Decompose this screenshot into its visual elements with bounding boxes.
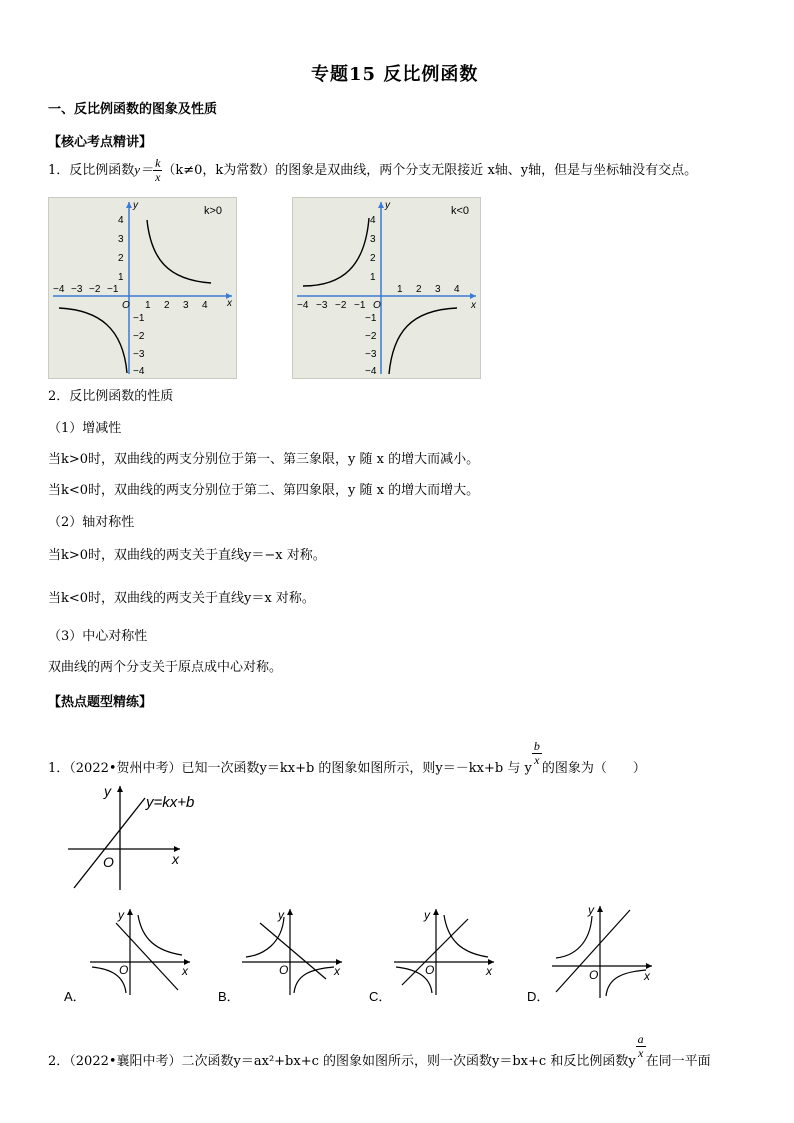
x-axis-label: x [334, 964, 340, 978]
x-tick: −3 [316, 300, 328, 311]
x-tick: 4 [202, 300, 208, 311]
x-tick: 3 [183, 300, 189, 311]
x-tick: −2 [89, 284, 101, 295]
fraction-denominator: x [534, 753, 540, 767]
x-tick: −3 [71, 284, 83, 295]
item2-heading: 2．反比例函数的性质 [48, 389, 174, 404]
graph-k-negative [292, 197, 481, 379]
x-tick: 3 [435, 284, 441, 295]
y-axis-label: y [424, 908, 430, 922]
item1-yeq: y＝ [134, 162, 154, 177]
y-tick: 3 [370, 234, 376, 245]
property2-line1: 当k>0时，双曲线的两支关于直线y＝−x 对称。 [48, 548, 326, 563]
origin-label: O [279, 963, 289, 977]
q1-suffix: 的图象为（ ） [541, 761, 646, 776]
y-tick: 4 [370, 215, 376, 226]
y-axis-label: y [588, 903, 594, 917]
property2-label: （2）轴对称性 [48, 515, 135, 530]
q1-main-graph [60, 780, 230, 892]
y-tick: −1 [133, 313, 145, 324]
x-tick: −1 [354, 300, 366, 311]
x-tick: −1 [107, 284, 119, 295]
origin-label: O [589, 968, 599, 982]
item1-fraction [153, 157, 162, 184]
y-tick: 3 [118, 234, 124, 245]
option-b-label[interactable]: B． [218, 989, 240, 1004]
x-axis-label: x [644, 969, 650, 983]
option-a-graph[interactable] [86, 903, 196, 995]
origin-label: O [122, 300, 130, 311]
option-b-graph[interactable] [238, 903, 348, 995]
fraction-numerator: a [637, 1032, 644, 1046]
core-label: 【核心考点精讲】 [48, 135, 153, 150]
q2-suffix: 在同一平面 [645, 1054, 711, 1069]
y-tick: −4 [133, 366, 145, 377]
x-axis-label: x [172, 851, 179, 867]
y-tick: −3 [365, 349, 377, 360]
graph-k-negative-svg [293, 198, 480, 378]
property1-line1: 当k>0时，双曲线的两支分别位于第一、第三象限，y 随 x 的增大而减小。 [48, 452, 480, 467]
origin-label: O [425, 963, 435, 977]
property3-label: （3）中心对称性 [48, 629, 148, 644]
y-axis-label: y [104, 783, 111, 799]
x-axis-label: x [227, 298, 232, 309]
q1-text: 1．（2022•贺州中考）已知一次函数y＝kx+b 的图象如图所示，则y＝－kx+b 与 y [48, 761, 532, 776]
y-tick: −3 [133, 349, 145, 360]
option-d-graph[interactable] [548, 900, 658, 998]
option-c-graph[interactable] [390, 903, 500, 995]
item1-suffix: （k≠0，k为常数）的图象是双曲线，两个分支无限接近 x轴、y轴，但是与坐标轴没有交点。 [162, 163, 698, 178]
q2-fraction [636, 1033, 646, 1060]
k-label: k>0 [204, 205, 223, 217]
y-tick: −1 [365, 313, 377, 324]
fraction-denominator: x [638, 1046, 644, 1060]
x-tick: −2 [335, 300, 347, 311]
property3-line1: 双曲线的两个分支关于原点成中心对称。 [48, 660, 283, 675]
y-tick: −2 [365, 331, 377, 342]
y-tick: 4 [118, 215, 124, 226]
x-axis-label: x [486, 964, 492, 978]
option-d-label[interactable]: D． [527, 989, 550, 1004]
question1 [48, 740, 646, 778]
item1-prefix: 1．反比例函数 [48, 163, 135, 178]
property2-line2: 当k<0时，双曲线的两支关于直线y＝x 对称。 [48, 591, 315, 606]
option-c-label[interactable]: C． [369, 989, 392, 1004]
property1-line2: 当k<0时，双曲线的两支分别位于第二、第四象限，y 随 x 的增大而增大。 [48, 483, 480, 498]
y-axis-label: y [278, 908, 284, 922]
x-tick: 4 [454, 284, 460, 295]
option-a-label[interactable]: A． [64, 989, 86, 1004]
x-tick: −4 [53, 284, 65, 295]
line-label: y=kx+b [146, 794, 195, 811]
fraction-numerator: k [155, 156, 161, 170]
question2 [48, 1033, 711, 1071]
y-tick: 2 [118, 253, 124, 264]
property1-label: （1）增减性 [48, 421, 122, 436]
y-axis-label: y [118, 908, 124, 922]
item1-line [48, 157, 697, 184]
fraction-denominator: x [155, 170, 161, 184]
graph-k-positive-svg [49, 198, 236, 378]
q2-text: 2．（2022•襄阳中考）二次函数y＝ax²+bx+c 的图象如图所示，则一次函数y＝bx+c 和反比例函数y [48, 1054, 636, 1069]
y-tick: −2 [133, 331, 145, 342]
q1-fraction [532, 740, 542, 767]
fraction-numerator: b [533, 739, 540, 753]
y-tick: 1 [370, 272, 376, 283]
x-tick: 2 [164, 300, 170, 311]
section-heading: 一、反比例函数的图象及性质 [48, 102, 218, 117]
origin-label: O [119, 963, 129, 977]
x-axis-label: x [182, 964, 188, 978]
y-tick: 2 [370, 253, 376, 264]
x-tick: 2 [416, 284, 422, 295]
x-tick: 1 [145, 300, 151, 311]
x-tick: −4 [297, 300, 309, 311]
k-label: k<0 [451, 205, 470, 217]
page-title: 专题15 反比例函数 [311, 64, 479, 85]
y-axis-label: y [385, 200, 390, 211]
origin-label: O [103, 854, 114, 870]
origin-label: O [373, 300, 381, 311]
y-tick: 1 [118, 272, 124, 283]
x-axis-label: x [471, 300, 476, 311]
y-axis-label: y [133, 200, 138, 211]
x-tick: 1 [397, 284, 403, 295]
y-tick: −4 [365, 366, 377, 377]
practice-label: 【热点题型精练】 [48, 695, 153, 710]
graph-k-positive [48, 197, 237, 379]
